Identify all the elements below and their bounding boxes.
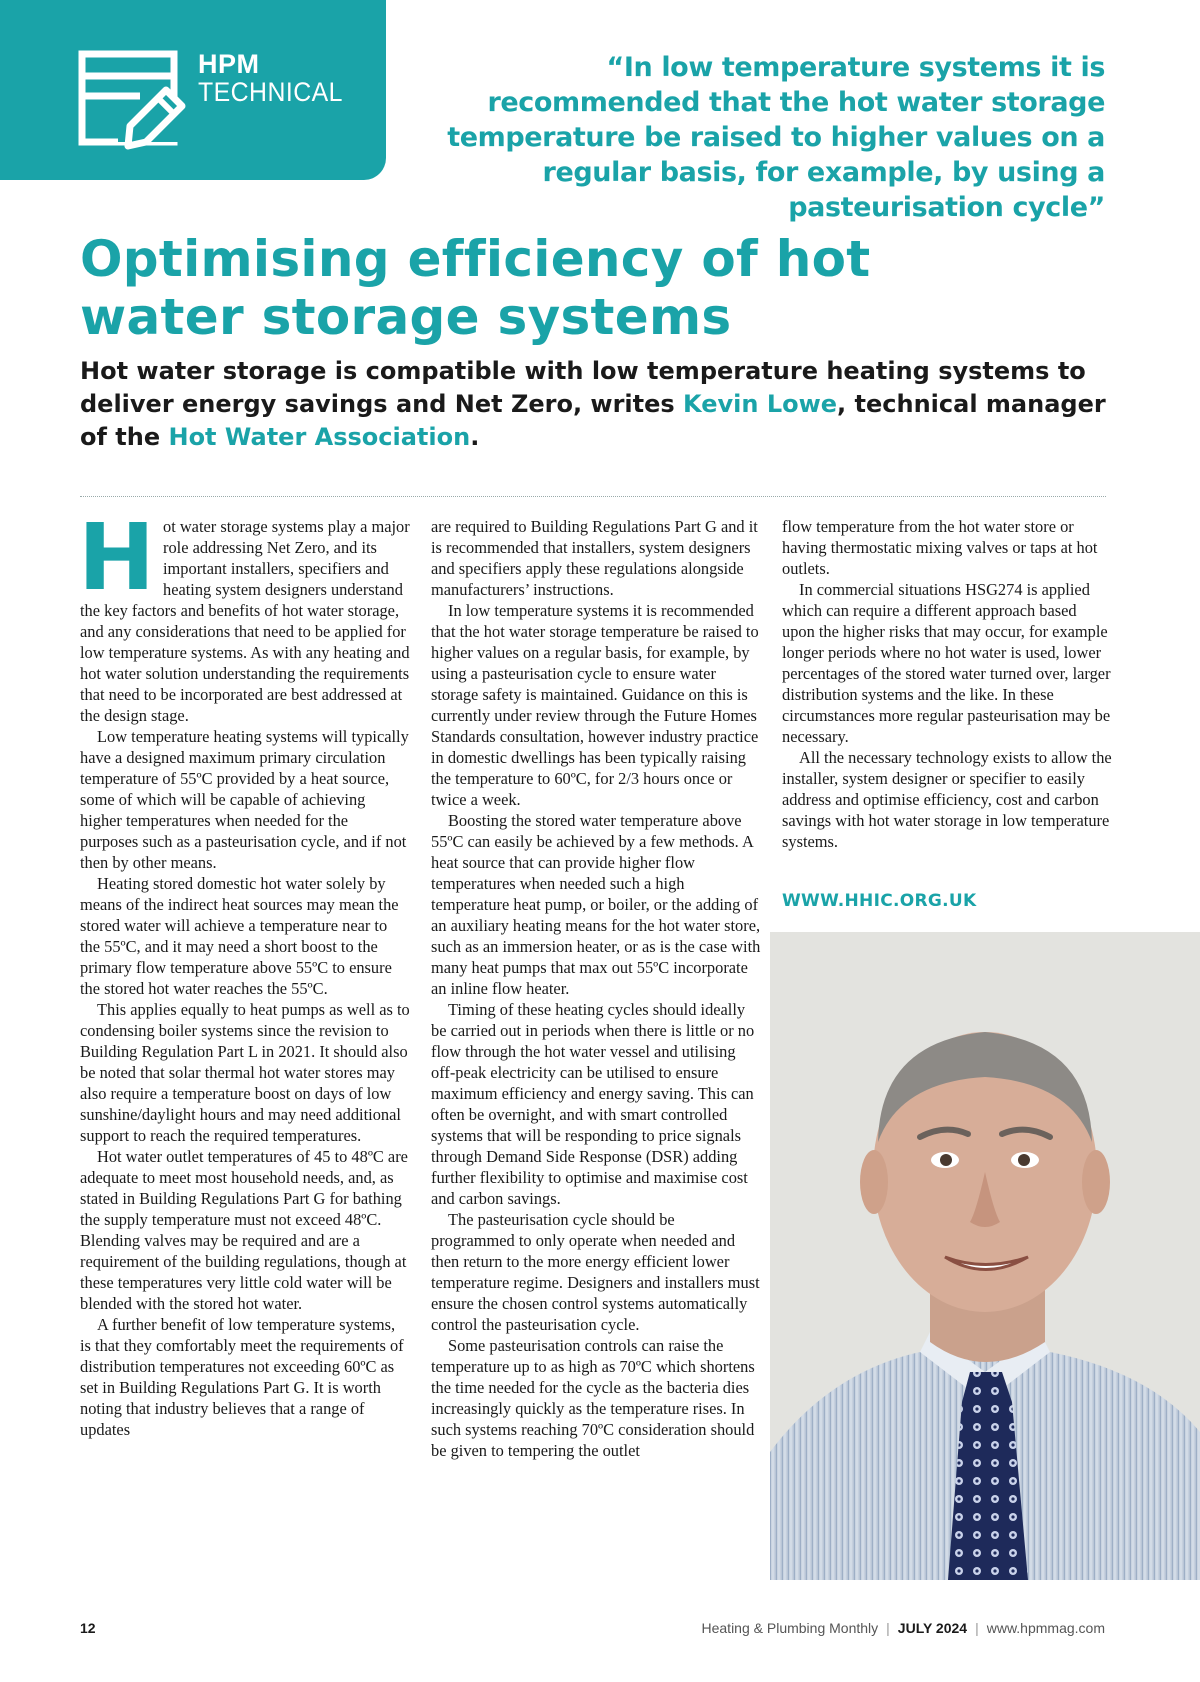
body-column-2 <box>431 516 761 1461</box>
section-label <box>198 50 356 106</box>
standfirst-prefix: Hot water storage is compatible with low temperature heating systems to deliver energy savings and Net Zero, writes <box>80 357 1086 418</box>
website-link[interactable]: WWW.HHIC.ORG.UK <box>782 891 977 911</box>
body-column-1 <box>78 504 410 1440</box>
headline-line-2: water storage systems <box>80 288 732 346</box>
page-footer <box>80 1620 1105 1644</box>
author-portrait-image <box>770 932 1200 1580</box>
issue-date: JULY 2024 <box>897 1620 968 1636</box>
body-paragraph: This applies equally to heat pumps as well as to condensing boiler systems since the revision to Building Regulation Part L in 2021. It should also be noted that solar thermal hot water stores may also require a temperature boost on days of low sunshine/daylight hours and may need additional support to reach the required temperatures. <box>80 1000 410 1145</box>
body-paragraph: Low temperature heating systems will typically have a designed maximum primary circulation temperature of 55ºC provided by a heat source, some of which will be capable of achieving higher temperatures when needed for the purposes such as a pasteurisation cycle, and if not then by other means. <box>80 727 409 872</box>
body-paragraph: Hot water outlet temperatures of 45 to 48ºC are adequate to meet most household needs, and, as stated in Building Regulations Part G for bathing the supply temperature must not exceed 48ºC. Blending valves may be required and are a requirement of the building regulations, though at these temperatures very little cold water will be blended with the stored hot water. <box>80 1147 408 1313</box>
organisation-name: Hot Water Association <box>168 423 471 451</box>
body-paragraph: flow temperature from the hot water store or having thermostatic mixing valves or taps at hot outlets. <box>782 517 1098 578</box>
body-paragraph: Timing of these heating cycles should ideally be carried out in periods when there is little or no flow through the hot water vessel and utilising off-peak electricity can be utilised to ensure maximum efficiency and energy saving. This can often be overnight, and with smart controlled systems that will be responding to price signals through Demand Side Response (DSR) adding further flexibility to optimise and maximise cost and carbon savings. <box>431 1000 755 1208</box>
body-paragraph: Boosting the stored water temperature above 55ºC can easily be achieved by a few methods. A heat source that can provide higher flow temperatures when needed such a high temperature heat pump, or boiler, or the adding of an auxiliary heating means for the hot water store, such as an immersion heater, or as is the case with many heat pumps that max out 55ºC incorporate an inline flow heater. <box>431 811 761 998</box>
body-paragraph: All the necessary technology exists to allow the installer, system designer or specifier to easily address and optimise efficiency, cost and carbon savings with hot water storage in low temperature systems. <box>782 748 1112 851</box>
author-photo <box>770 932 1200 1580</box>
section-badge <box>0 0 386 180</box>
article-headline <box>80 230 1120 346</box>
page-number: 12 <box>80 1620 96 1636</box>
body-paragraph: are required to Building Regulations Part G and it is recommended that installers, system designers and specifiers apply these regulations alongside manufacturers’ instructions. <box>431 517 758 599</box>
footer-separator: | <box>975 1620 979 1636</box>
standfirst-suffix: . <box>470 423 480 451</box>
author-name: Kevin Lowe <box>683 390 838 418</box>
standfirst <box>80 355 1120 454</box>
publication-name: Heating & Plumbing Monthly <box>701 1620 879 1636</box>
footer-url[interactable]: www.hpmmag.com <box>986 1620 1105 1636</box>
body-column-3 <box>782 516 1112 852</box>
headline-line-1: Optimising efficiency of hot <box>80 230 871 288</box>
body-paragraph: Hot water storage systems play a major role addressing Net Zero, and its important installers, specifiers and heating system designers understand the key factors and benefits of hot water storage, and any considerations that need to be applied for low temperature systems. As with any heating and hot water solution understanding the requirements that need to be incorporated are best addressed at the design stage. <box>78 504 410 725</box>
footer-separator: | <box>886 1620 890 1636</box>
body-paragraph: A further benefit of low temperature systems, is that they comfortably meet the requirements of distribution temperatures not exceeding 60ºC as set in Building Regulations Part G. It is worth noting that industry believes that a range of updates <box>80 1315 404 1439</box>
section-label-line2: TECHNICAL <box>198 77 343 107</box>
divider <box>80 496 1106 497</box>
body-paragraph: The pasteurisation cycle should be programmed to only operate when needed and then return to the more energy efficient lower temperature regime. Designers and installers must ensure the chosen control systems automatically control the pasteurisation cycle. <box>431 1210 760 1334</box>
body-paragraph: Heating stored domestic hot water solely by means of the indirect heat sources may mean the stored water will achieve a temperature near to the 55ºC, and it may need a short boost to the primary flow temperature above 55ºC to ensure the stored hot water reaches the 55ºC. <box>80 874 399 998</box>
pull-quote: “In low temperature systems it is recommended that the hot water storage temperature be raised to higher values on a regular basis, for example, by using a pasteurisation cycle” <box>447 52 1105 223</box>
standfirst-middle: , technical manager of the <box>80 390 1106 451</box>
body-paragraph: In low temperature systems it is recommended that the hot water storage temperature be raised to higher values on a regular basis, for example, by using a pasteurisation cycle to ensure water storage safety is maintained. Guidance on this is currently under review through the Future Homes Standards consultation, however industry practice in domestic dwellings has been typically raising the temperature to 60ºC, for 2/3 hours once or twice a week. <box>431 601 759 809</box>
section-label-line1: HPM <box>198 49 260 79</box>
body-paragraph: Some pasteurisation controls can raise the temperature up to as high as 70ºC which shortens the time needed for the cycle as the bacteria dies increasingly quickly as the temperature rises. In such systems reaching 70ºC consideration should be given to tempering the outlet <box>431 1336 755 1460</box>
body-paragraph: In commercial situations HSG274 is applied which can require a different approach based upon the higher risks that may occur, for example longer periods where no hot water is used, lower percentages of the stored water turned over, larger distribution systems and the like. In these circumstances more regular pasteurisation may be necessary. <box>782 580 1111 746</box>
edit-document-icon <box>78 50 186 150</box>
drop-cap: H <box>78 504 155 611</box>
footer-meta <box>702 1620 1106 1636</box>
